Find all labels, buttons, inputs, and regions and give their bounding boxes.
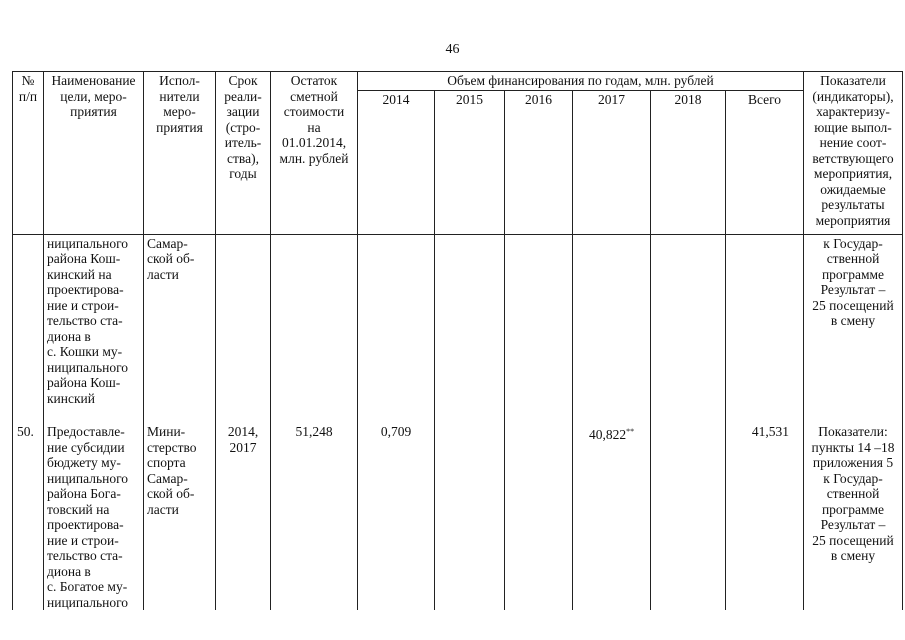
row-executors: Самар- ской об- ласти [144,234,216,406]
col-header-2018: 2018 [651,90,726,234]
row-2017 [573,234,651,406]
row-2017 [573,424,651,610]
row-name: Предоставле- ние субсидии бюджету му- ниципального района Бога- товский на проектирова- ние и строи- тельство ста- диона в с. Богатое му- ниципального [44,424,144,610]
col-header-financing: Объем финансирования по годам, млн. рублей [358,72,804,91]
col-header-name: Наименование цели, меро- приятия [44,72,144,235]
financing-table [12,71,903,610]
table-row [13,234,903,406]
col-header-indicators: Показатели (индикаторы), характеризу- ющие выпол- нение соот- ветствующего мероприятия, ожидаемые результаты мероприятия [804,72,903,235]
row-2018 [651,234,726,406]
row-2018 [651,424,726,610]
row-2015 [435,234,505,406]
row-2017-value: 40,822 [588,427,627,442]
col-header-2017: 2017 [573,90,651,234]
row-total: 41,531 [726,424,804,610]
row-number [13,234,44,406]
col-header-balance: Остаток сметной стоимости на 01.01.2014, млн. рублей [271,72,358,235]
row-indicators: к Государ- ственной программе Результат – 25 посещений в смену [804,234,903,406]
col-header-total: Всего [726,90,804,234]
row-term [216,234,271,406]
row-balance [271,234,358,406]
page-number: 46 [445,42,460,57]
row-name: ниципального района Кош- кинский на проектирова- ние и строи- тельство ста- диона в с. Кошки му- ниципального района Кош- кинский [44,234,144,406]
row-executors: Мини- стерство спорта Самар- ской об- ласти [144,424,216,610]
row-number: 50. [13,424,44,610]
table-row [13,424,903,610]
col-header-number: № п/п [13,72,44,235]
row-2014: 0,709 [358,424,435,610]
row-indicators: Показатели: пункты 14 –18 приложения 5 к Государ- ственной программе Результат – 25 посещений в смену [804,424,903,610]
row-2015 [435,424,505,610]
col-header-executors: Испол- нители меро- приятия [144,72,216,235]
row-gap [13,406,903,424]
col-header-2016: 2016 [505,90,573,234]
row-term: 2014, 2017 [216,424,271,610]
row-2017-footnote-mark: ** [626,427,635,436]
col-header-term: Срок реали- зации (стро- итель- ства), годы [216,72,271,235]
row-2016 [505,424,573,610]
row-total [726,234,804,406]
col-header-2015: 2015 [435,90,505,234]
row-2016 [505,234,573,406]
row-2014 [358,234,435,406]
row-balance: 51,248 [271,424,358,610]
table-header-row [13,72,903,91]
col-header-2014: 2014 [358,90,435,234]
